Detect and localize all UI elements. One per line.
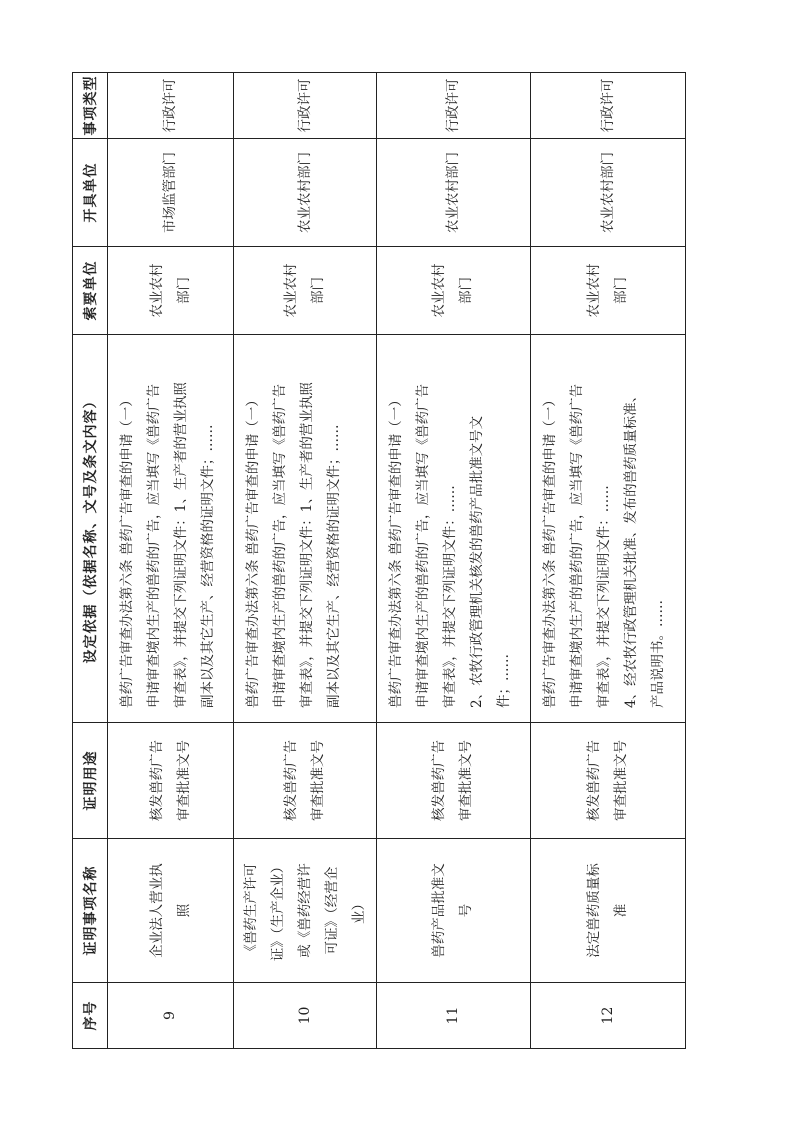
item-line: 《兽药生产许可 xyxy=(242,863,259,958)
basis-cell xyxy=(234,335,376,723)
need-cell xyxy=(531,247,686,335)
use-cell xyxy=(234,723,376,839)
header-issuer: 开具单位 xyxy=(73,139,108,247)
type-cell: 行政许可 xyxy=(531,73,686,139)
item-line: 兽药产品批准文 xyxy=(431,863,448,958)
item-line: 或《兽药经营许 xyxy=(296,863,313,958)
item-cell xyxy=(108,839,234,983)
type-cell: 行政许可 xyxy=(234,73,376,139)
use-cell xyxy=(376,723,531,839)
basis-line: 审查表》，并提交下列证明文件：1、生产者的营业执照 xyxy=(299,382,316,708)
basis-line: 兽药广告审查办法第六条 兽药广告审查的申请（一） xyxy=(245,393,262,708)
basis-line: 兽药广告审查办法第六条 兽药广告审查的申请（一） xyxy=(387,393,404,708)
header-use: 证明用途 xyxy=(73,723,108,839)
basis-line: 兽药广告审查办法第六条 兽药广告审查的申请（一） xyxy=(542,393,559,708)
certification-items-table xyxy=(72,72,686,1049)
need-line: 农业农村 xyxy=(283,263,300,318)
item-line: 法定兽药质量标 xyxy=(586,863,603,958)
basis-line: 副本以及其它生产、经营资格的证明文件；…… xyxy=(326,424,343,708)
type-cell: 行政许可 xyxy=(376,73,531,139)
header-type: 事项类型 xyxy=(73,73,108,139)
need-line: 农业农村 xyxy=(148,263,165,318)
use-cell xyxy=(108,723,234,839)
use-line: 核发兽药广告 xyxy=(431,740,448,821)
header-need: 索要单位 xyxy=(73,247,108,335)
table-row xyxy=(376,73,531,1049)
basis-line: 申请审查境内生产的兽药的广告，应当填写《兽药广告 xyxy=(146,384,162,708)
item-line: 业） xyxy=(350,897,367,924)
basis-line: 审查表》，并提交下列证明文件：…… xyxy=(441,485,458,708)
basis-cell xyxy=(376,335,531,723)
basis-line: 审查表》，并提交下列证明文件：…… xyxy=(596,485,613,708)
item-line: 可证》（经营企 xyxy=(323,866,340,955)
need-line: 农业农村 xyxy=(431,263,448,318)
use-cell xyxy=(531,723,686,839)
issuer-cell: 市场监管部门 xyxy=(108,139,234,247)
rotated-table-page xyxy=(72,73,686,1049)
basis-line: 4、经农牧行政管理机关批准、发布的兽药质量标准、 xyxy=(623,388,640,708)
basis-line: 申请审查境内生产的兽药的广告，应当填写《兽药广告 xyxy=(569,384,586,708)
basis-line: 2、农牧行政管理机关核发的兽药产品批准文号文 xyxy=(468,415,485,708)
item-cell xyxy=(234,839,376,983)
basis-cell xyxy=(531,335,686,723)
issuer-cell: 农业农村部门 xyxy=(234,139,376,247)
need-line: 部门 xyxy=(310,277,327,304)
item-line: 证》（生产企业） xyxy=(269,859,286,962)
header-row xyxy=(73,73,108,1049)
need-cell xyxy=(108,247,234,335)
header-seq: 序号 xyxy=(73,983,108,1049)
basis-line: 兽药广告审查办法第六条 兽药广告审查的申请（一） xyxy=(119,393,135,708)
item-line: 准 xyxy=(613,903,630,918)
basis-line: 审查表》，并提交下列证明文件：1、生产者的营业执照 xyxy=(173,382,189,708)
item-cell xyxy=(531,839,686,983)
use-line: 审查批准文号 xyxy=(175,740,192,821)
basis-line: 件；…… xyxy=(495,654,512,708)
basis-line: 申请审查境内生产的兽药的广告，应当填写《兽药广告 xyxy=(414,384,431,708)
use-line: 核发兽药广告 xyxy=(148,740,165,821)
table-row xyxy=(531,73,686,1049)
basis-cell xyxy=(108,335,234,723)
need-line: 部门 xyxy=(613,277,630,304)
use-line: 核发兽药广告 xyxy=(283,740,300,821)
table-row xyxy=(108,73,234,1049)
use-line: 审查批准文号 xyxy=(458,740,475,821)
issuer-cell: 农业农村部门 xyxy=(531,139,686,247)
need-line: 部门 xyxy=(458,277,475,304)
item-line: 号 xyxy=(458,903,475,918)
basis-line: 副本以及其它生产、经营资格的证明文件；…… xyxy=(200,424,216,708)
need-line: 部门 xyxy=(175,277,192,304)
use-line: 审查批准文号 xyxy=(613,740,630,821)
table-row xyxy=(234,73,376,1049)
header-basis: 设定依据（依据名称、文号及条文内容） xyxy=(73,335,108,723)
item-line: 照 xyxy=(175,903,192,918)
use-line: 审查批准文号 xyxy=(310,740,327,821)
basis-line: 申请审查境内生产的兽药的广告，应当填写《兽药广告 xyxy=(272,384,289,708)
item-line: 企业法人营业执 xyxy=(148,863,165,958)
item-cell xyxy=(376,839,531,983)
issuer-cell: 农业农村部门 xyxy=(376,139,531,247)
basis-line: 产品说明书。…… xyxy=(650,600,667,708)
header-item: 证明事项名称 xyxy=(73,839,108,983)
seq-cell: 12 xyxy=(531,983,686,1049)
seq-cell: 9 xyxy=(108,983,234,1049)
use-line: 核发兽药广告 xyxy=(586,740,603,821)
seq-cell: 10 xyxy=(234,983,376,1049)
need-cell xyxy=(376,247,531,335)
need-line: 农业农村 xyxy=(586,263,603,318)
need-cell xyxy=(234,247,376,335)
seq-cell: 11 xyxy=(376,983,531,1049)
type-cell: 行政许可 xyxy=(108,73,234,139)
